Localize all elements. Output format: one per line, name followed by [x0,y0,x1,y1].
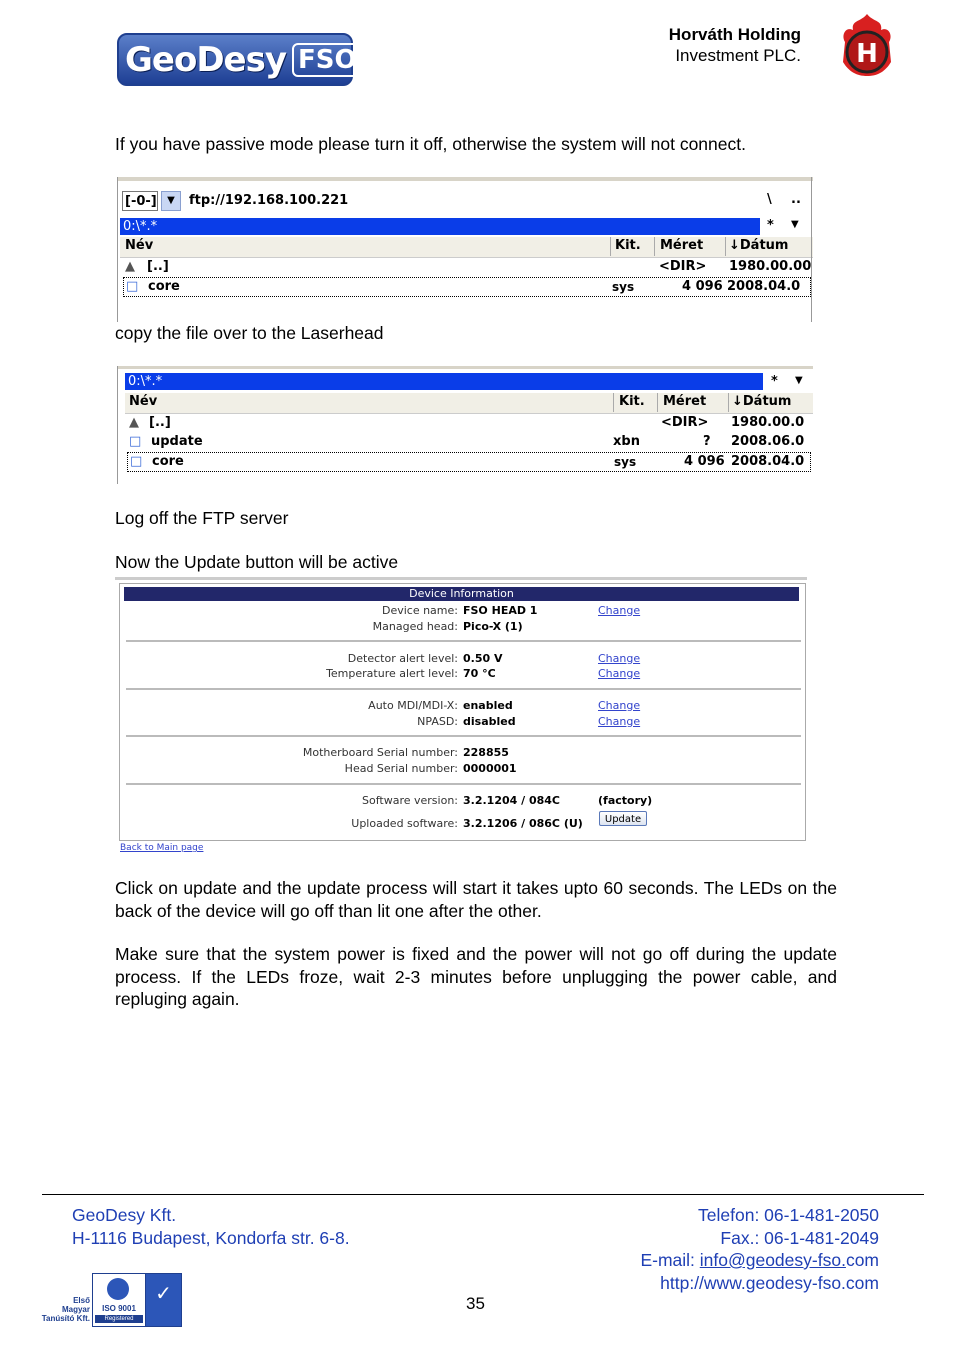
table-row[interactable]: □ update xbn ? 2008.06.0 [129,434,805,449]
footer-web[interactable]: http://www.geodesy-fso.com [660,1272,879,1293]
up-folder-icon: ▲ [129,415,139,430]
change-npasd-link[interactable]: Change [598,715,641,728]
device-name-value: FSO HEAD 1 [463,604,538,617]
detector-alert-value: 0.50 V [463,652,503,665]
table-row[interactable]: ▲ [..] <DIR> 1980.00.00 [125,259,812,274]
footer-address: H-1116 Budapest, Kondorfa str. 6-8. [72,1227,350,1248]
certification-text: Első Magyar Tanúsító Kft. [41,1296,90,1323]
change-detector-link[interactable]: Change [598,652,641,665]
horvath-h-logo-icon [839,12,895,78]
col-date[interactable]: ↓Dátum [729,238,789,253]
table-row[interactable]: □ core sys 4 096 2008.04.0 [127,452,811,472]
footer-email: E-mail: info@geodesy-fso.com [640,1250,879,1270]
chevron-down-icon[interactable]: ▼ [161,191,181,211]
company-line1: Horváth Holding [668,25,801,44]
filter-star[interactable]: * [767,218,774,233]
footer-phone: Telefon: 06-1-481-2050 [698,1205,879,1225]
col-ext[interactable]: Kit. [619,394,645,409]
paragraph-update-active: Now the Update button will be active [115,552,399,572]
logo-main-text: GeoDesy [125,39,287,80]
npasd-value: disabled [463,715,516,728]
footer-right [640,1204,879,1294]
mdi-value: enabled [463,699,513,712]
toolbar-strip [117,177,813,181]
managed-head-value: Pico-X (1) [463,620,523,633]
back-to-main-link[interactable]: Back to Main page [120,843,204,853]
change-temperature-link[interactable]: Change [598,667,641,680]
change-mdi-link[interactable]: Change [598,699,641,712]
head-serial-value: 0000001 [463,762,517,775]
software-note: (factory) [598,794,653,807]
paragraph-passive-mode: If you have passive mode please turn it off, otherwise the system will not connect. [115,134,746,154]
footer-divider [42,1194,924,1195]
col-size[interactable]: Méret [660,238,704,253]
path-bar: 0:\*.* [120,218,760,235]
footer-left [72,1204,350,1249]
paragraph-click-update: Click on update and the update process will start it takes upto 60 seconds. The LEDs on the back of the device will go off than lit one after the other. [115,878,837,921]
paragraph-power-warning: Make sure that the system power is fixed and the power will not go off during the update process. If the LEDs froze, wait 2-3 minutes before unplugging the power cable, and repluging again. [115,944,837,1009]
uploaded-software-value: 3.2.1206 / 086C (U) [463,817,583,830]
filter-chevron-down-icon[interactable]: ▼ [791,219,799,230]
update-button[interactable]: Update [599,811,647,826]
col-name[interactable]: Név [125,238,154,253]
h-logo-letter: H [856,39,878,69]
file-icon: □ [130,454,143,469]
up-folder-icon: ▲ [125,259,135,274]
column-header [125,393,813,414]
temperature-alert-value: 70 °C [463,667,496,680]
col-name[interactable]: Név [129,394,158,409]
col-date[interactable]: ↓Dátum [732,394,792,409]
device-info-title: Device Information [124,587,799,601]
motherboard-serial-value: 228855 [463,746,509,759]
file-icon: □ [126,279,139,294]
ftp-panel-1 [117,177,813,322]
root-button[interactable]: \ [767,192,772,207]
company-line2: Investment PLC. [675,46,801,65]
up-button[interactable]: .. [791,192,801,207]
footer-fax: Fax.: 06-1-481-2049 [720,1227,879,1248]
ukas-check-icon: ✓ [146,1274,181,1326]
email-link[interactable]: info@geodesy-fso. [699,1250,846,1270]
path-bar: 0:\*.* [125,373,763,390]
file-icon: □ [129,434,142,449]
ftp-address: ftp://192.168.100.221 [189,193,349,208]
filter-star[interactable]: * [771,374,778,389]
page-number: 35 [466,1294,485,1313]
col-size[interactable]: Méret [663,394,707,409]
table-row[interactable]: □ core sys 4 096 2008.04.0 [123,277,811,297]
paragraph-copy-file: copy the file over to the Laserhead [115,323,384,343]
nqa-badge-icon [107,1278,129,1300]
iso-certificate-logo: ISO 9001 Registered ✓ [92,1273,182,1327]
drive-select[interactable]: [-0-] [122,191,158,211]
ftp-panel-2 [117,366,813,484]
geodesy-logo [117,33,357,86]
software-version-value: 3.2.1204 / 084C [463,794,560,807]
col-ext[interactable]: Kit. [615,238,641,253]
change-device-name-link[interactable]: Change [598,604,641,617]
footer-company: GeoDesy Kft. [72,1205,177,1225]
company-name [669,24,801,66]
filter-chevron-down-icon[interactable]: ▼ [795,375,803,386]
toolbar-strip [117,366,813,369]
column-header [120,237,813,258]
paragraph-log-off: Log off the FTP server [115,508,289,528]
logo-sub-text: FSO [292,43,363,77]
table-row[interactable]: ▲ [..] <DIR> 1980.00.0 [129,415,805,430]
